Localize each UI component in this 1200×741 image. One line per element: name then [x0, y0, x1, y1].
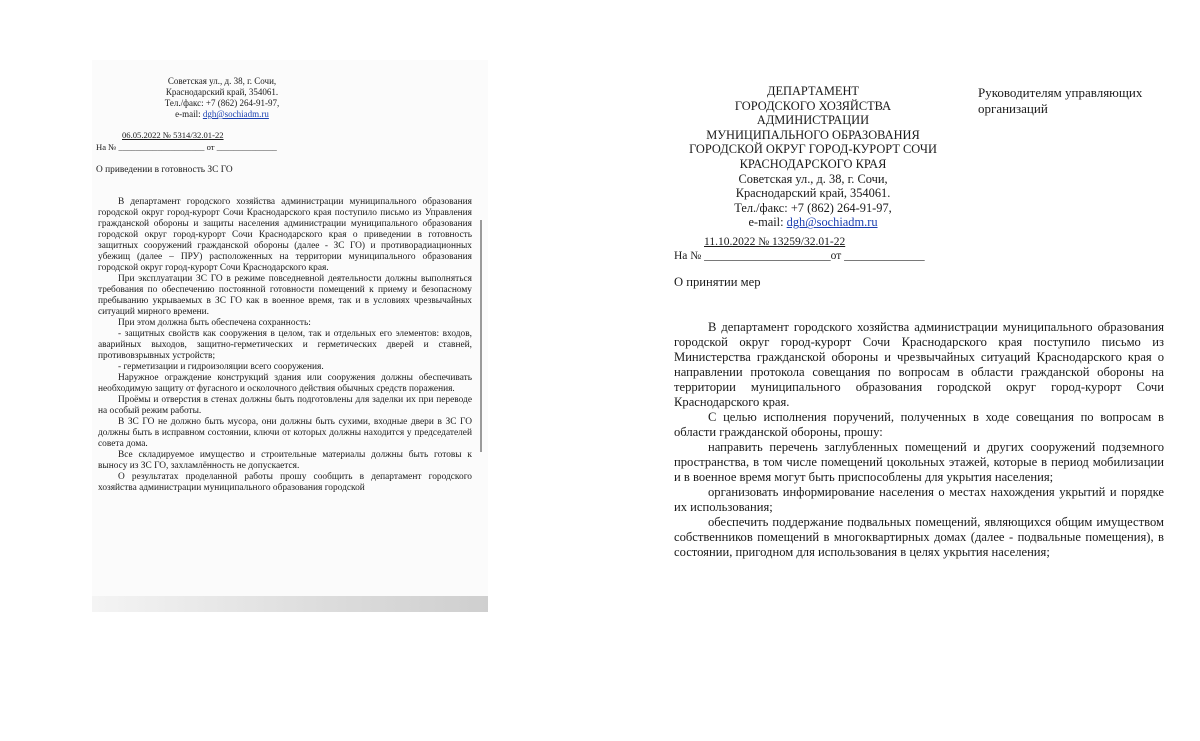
right-header-line: ДЕПАРТАМЕНТ: [767, 84, 859, 98]
right-header-line: ГОРОДСКОЙ ОКРУГ ГОРОД-КУРОРТ СОЧИ: [689, 142, 937, 157]
left-address-line: Краснодарский край, 354061.: [165, 87, 279, 97]
left-paragraph: Все складируемое имущество и строительные материалы должны быть готовы к выносу из ЗС ГО, захламлённость не допускается.: [98, 450, 472, 471]
right-header-line: МУНИЦИПАЛЬНОГО ОБРАЗОВАНИЯ: [706, 127, 920, 142]
left-paragraph: - защитных свойств как сооружения в целом, так и отдельных его элементов: входов, аварийных выходов, защитно-герметических и герметических дверей и ставней, противовзрывных устройств;: [98, 329, 472, 361]
right-date-number: 11.10.2022 № 13259/32.01-22: [704, 236, 846, 248]
right-address-line: Советская ул., д. 38, г. Сочи,: [738, 171, 888, 186]
right-subject: О принятии мер: [674, 275, 761, 289]
right-header-line: КРАСНОДАРСКОГО КРАЯ: [739, 156, 887, 171]
left-email-line: [112, 109, 332, 120]
right-paragraph: С целью исполнения поручений, полученных в ходе совещания по вопросам в области гражданской обороны, прошу:: [674, 410, 1164, 439]
left-paragraph: При эксплуатации ЗС ГО в режиме повседневной деятельности должны выполняться требования по обеспечению постоянной готовности помещений к приему и безопасному пребыванию укрываемых в ЗС ГО как в военное время, так и в условиях чрезвычайных ситуаций мирного времени.: [98, 274, 472, 317]
left-paragraph: В департамент городского хозяйства администрации муниципального образования городской округ город-курорт Сочи Краснодарского края поступило письмо из Управления гражданской обороны и защиты населения администрации муниципального образования городской округ город-курорт Сочи Краснодарского края о приведении в готовность защитных сооружений гражданской обороны (далее - ЗС ГО) и противорадиационных убежищ (далее – ПРУ) расположенных на территории муниципального образования городской округ город-курорт Сочи Краснодарского края.: [98, 197, 472, 273]
right-paragraph: организовать информирование населения о местах нахождения укрытий и порядке их использования;: [674, 485, 1164, 514]
right-body: [674, 320, 1164, 560]
left-reference-line: На № ____________________ от ______________: [96, 142, 277, 152]
right-header-line: АДМИНИСТРАЦИИ: [756, 113, 870, 128]
scan-shadow: [92, 596, 488, 612]
left-date-number: 06.05.2022 № 5314/32.01-22: [122, 130, 224, 140]
right-paragraph: В департамент городского хозяйства администрации муниципального образования городской округ город-курорт Сочи Краснодарского края поступило письмо из Министерства гражданской обороны и чрезвычайных ситуаций Краснодарского края о направлении протокола совещания по вопросам в области гражданской обороны на территории муниципального образования городской округ город-курорт Сочи Краснодарского края.: [674, 320, 1164, 409]
scan-edge-mark: [480, 220, 482, 452]
right-email-link[interactable]: dgh@sochiadm.ru: [786, 215, 878, 230]
right-letter-page: [668, 70, 1180, 618]
right-email-label: e-mail:: [748, 215, 787, 230]
right-letterhead: [668, 84, 958, 230]
right-paragraph: обеспечить поддержание подвальных помещений, являющихся общим имуществом собственников помещений в многоквартирных домах (далее - подвальные помещения), в состоянии, пригодном для использования в целях укрытия населения;: [674, 515, 1164, 559]
left-paragraph: Проёмы и отверстия в стенах должны быть подготовлены для заделки их при переводе на особый режим работы.: [98, 395, 472, 416]
right-header-line: ГОРОДСКОГО ХОЗЯЙСТВА: [734, 98, 892, 113]
left-paragraph: О результатах проделанной работы прошу сообщить в департамент городского хозяйства администрации муниципального образования городской: [98, 472, 472, 493]
left-email-label: e-mail:: [175, 109, 203, 119]
left-email-link[interactable]: dgh@sochiadm.ru: [202, 109, 269, 119]
left-body: [98, 197, 472, 494]
left-subject: О приведении в готовность ЗС ГО: [96, 165, 233, 175]
right-reference-line: На № ______________________от ______________: [674, 250, 925, 262]
left-address-line: Советская ул., д. 38, г. Сочи,: [167, 76, 277, 86]
left-paragraph: Наружное ограждение конструкций здания или сооружения должны обеспечивать необходимую защиту от фугасного и осколочного действия обычных средств поражения.: [98, 373, 472, 394]
left-paragraph: При этом должна быть обеспечена сохранность:: [118, 318, 311, 328]
right-address-line: Тел./факс: +7 (862) 264-91-97,: [734, 200, 892, 215]
left-paragraph: В ЗС ГО не должно быть мусора, они должны быть сухими, входные двери в ЗС ГО должны быть в исправном состоянии, ключи от которых должны находится у председателей совета дома.: [98, 417, 472, 449]
right-address-line: Краснодарский край, 354061.: [735, 186, 891, 201]
left-address-line: Тел./факс: +7 (862) 264-91-97,: [164, 98, 280, 108]
right-email-line: [668, 215, 958, 230]
right-addressee: Руководителям управляющих организаций: [978, 85, 1143, 116]
right-paragraph: направить перечень заглубленных помещений и других сооружений подземного пространства, в том числе помещений цокольных этажей, которые в период мобилизации и в военное время могут быть приспособлены для укрытия населения;: [674, 440, 1164, 484]
left-address-block: [112, 76, 332, 120]
left-letter-page: [92, 60, 488, 612]
left-paragraph: - герметизации и гидроизоляции всего сооружения.: [118, 362, 324, 372]
